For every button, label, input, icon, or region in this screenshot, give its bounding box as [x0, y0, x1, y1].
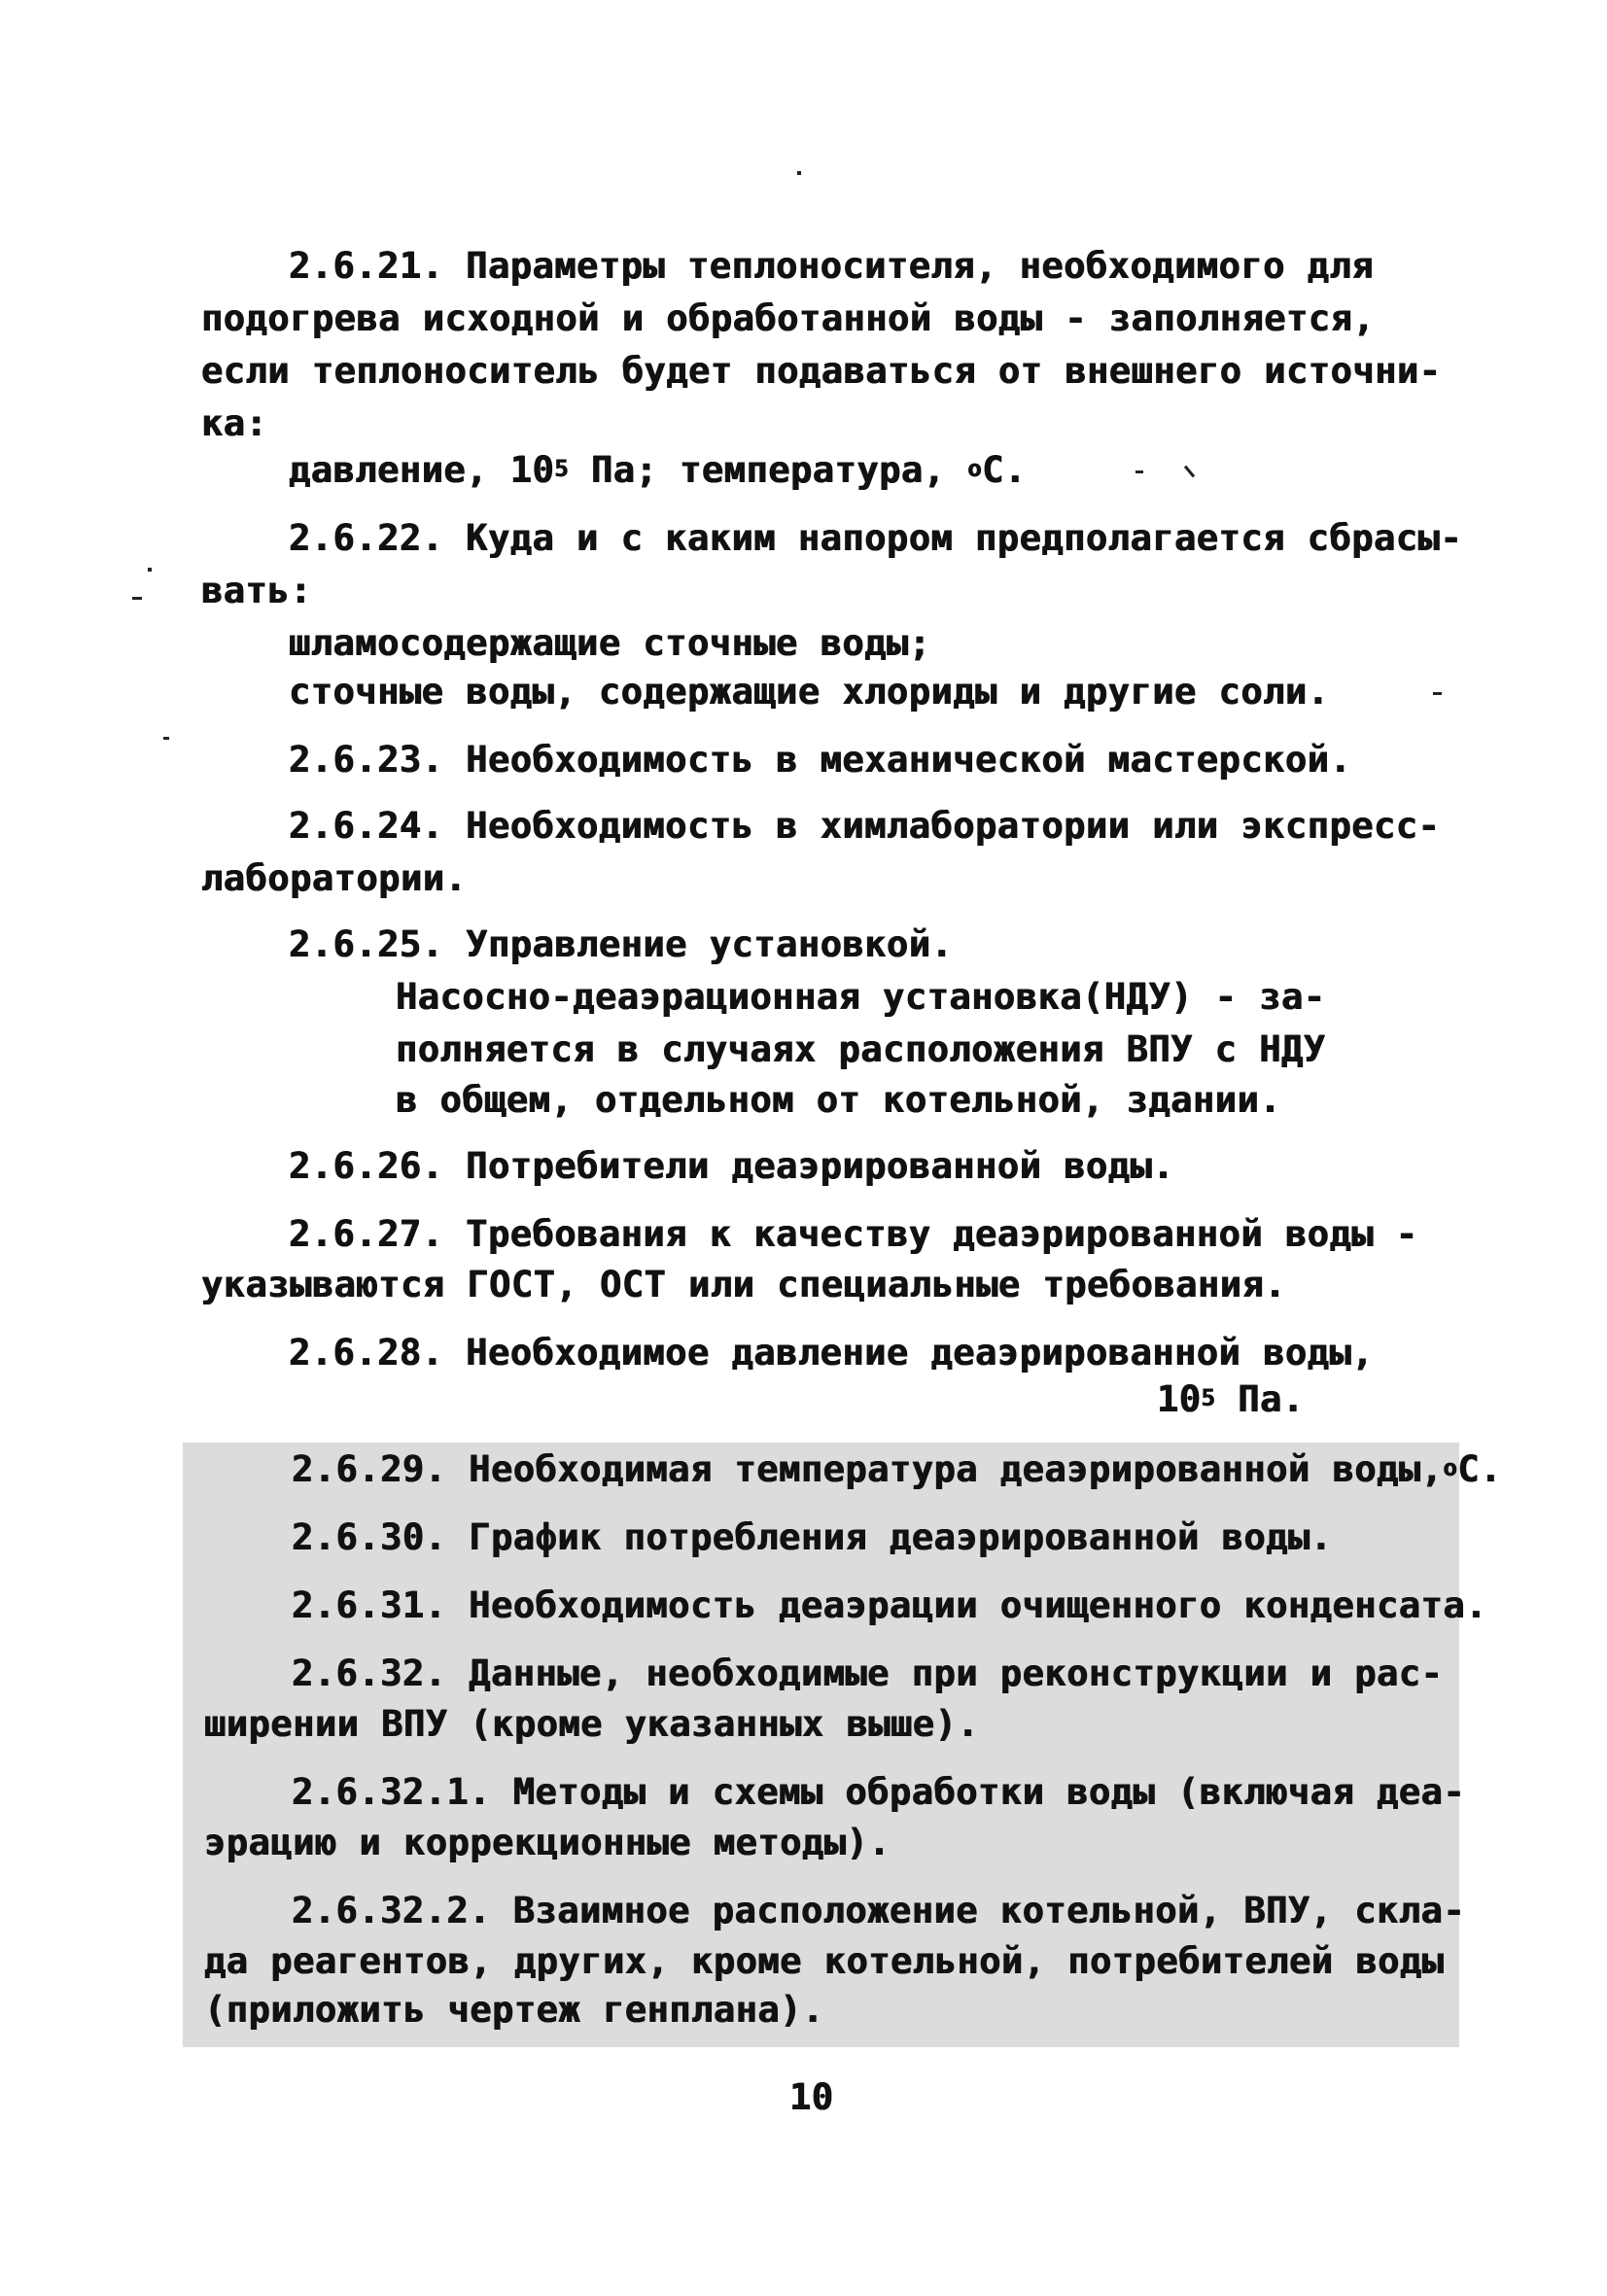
scan-speck [163, 737, 169, 740]
item-2-6-29-text: 2.6.29. Необходимая температура деаэрированной воды, [292, 1448, 1444, 1490]
item-2-6-26-line-1: 2.6.26. Потребители деаэрированной воды. [289, 1145, 1175, 1187]
item-2-6-22-line-1: 2.6.22. Куда и с каким напором предполагается сбрасы- [289, 517, 1463, 559]
item-2-6-24-line-1: 2.6.24. Необходимость в химлаборатории или экспресс- [289, 805, 1441, 847]
item-2-6-32-1-line-1: 2.6.32.1. Методы и схемы обработки воды (включая деа- [292, 1771, 1466, 1813]
item-2-6-32-2-line-1: 2.6.32.2. Взаимное расположение котельной, ВПУ, скла- [292, 1890, 1466, 1931]
item-2-6-32-line-2: ширении ВПУ (кроме указанных выше). [204, 1703, 980, 1745]
item-2-6-24-line-2: лаборатории. [201, 857, 468, 899]
celsius-unit: С. [982, 449, 1027, 491]
scan-speck [1433, 692, 1442, 695]
item-2-6-32-2-line-3: (приложить чертеж генплана). [204, 1989, 824, 2031]
scan-speck [1184, 466, 1195, 478]
scan-speck [1135, 470, 1143, 473]
item-2-6-32-2-line-2: да реагентов, других, кроме котельной, потребителей воды [204, 1940, 1445, 1982]
item-2-6-21-line-2: подогрева исходной и обработанной воды - заполняется, [201, 297, 1376, 339]
scan-speck [132, 597, 142, 600]
item-2-6-27-line-2: указываются ГОСТ, ОСТ или специальные требования. [201, 1264, 1287, 1305]
degree-sign: о [967, 455, 983, 482]
pressure-exponent: 5 [1201, 1384, 1216, 1411]
item-2-6-32-line-1: 2.6.32. Данные, необходимые при реконструкции и рас- [292, 1652, 1444, 1694]
item-2-6-22-line-3: шламосодержащие сточные воды; [289, 622, 931, 664]
pressure-exponent: 5 [554, 455, 570, 482]
pressure-label: давление, 10 [289, 449, 555, 491]
item-2-6-21-line-4: ка: [201, 402, 268, 444]
temperature-label: Па; температура, [569, 449, 968, 491]
item-2-6-22-line-4: сточные воды, содержащие хлориды и другие соли. [289, 671, 1330, 713]
celsius-unit: С. [1457, 1448, 1502, 1490]
item-2-6-21-line-3: если теплоноситель будет подаваться от внешнего источни- [201, 350, 1442, 392]
item-2-6-25-line-3: полняется в случаях расположения ВПУ с НДУ [396, 1028, 1326, 1070]
item-2-6-21-line-1: 2.6.21. Параметры теплоносителя, необходимого для [289, 245, 1375, 287]
item-2-6-28-line-1: 2.6.28. Необходимое давление деаэрированной воды, [289, 1332, 1375, 1374]
item-2-6-27-line-1: 2.6.27. Требования к качеству деаэрированной воды - [289, 1213, 1418, 1255]
item-2-6-22-line-2: вать: [201, 570, 312, 611]
item-2-6-25-line-4: в общем, отдельном от котельной, здании. [396, 1079, 1282, 1121]
item-2-6-31-line-1: 2.6.31. Необходимость деаэрации очищенного конденсата. [292, 1584, 1487, 1626]
item-2-6-30-line-1: 2.6.30. График потребления деаэрированной воды. [292, 1516, 1333, 1558]
pressure-value: 10 [1157, 1378, 1202, 1420]
degree-sign: о [1443, 1454, 1458, 1481]
item-2-6-25-line-1: 2.6.25. Управление установкой. [289, 923, 954, 965]
item-2-6-32-1-line-2: эрацию и коррекционные методы). [204, 1822, 891, 1863]
page-number: 10 [789, 2076, 834, 2118]
item-2-6-29-line-1 [292, 1448, 1502, 1495]
scan-speck [148, 568, 152, 572]
scan-speck [797, 171, 801, 175]
pressure-unit: Па. [1215, 1378, 1305, 1420]
item-2-6-28-line-2 [1157, 1378, 1305, 1425]
item-2-6-23-line-1: 2.6.23. Необходимость в механической мастерской. [289, 739, 1352, 781]
item-2-6-21-line-5 [289, 449, 1027, 496]
item-2-6-25-line-2: Насосно-деаэрационная установка(НДУ) - за- [396, 976, 1326, 1018]
